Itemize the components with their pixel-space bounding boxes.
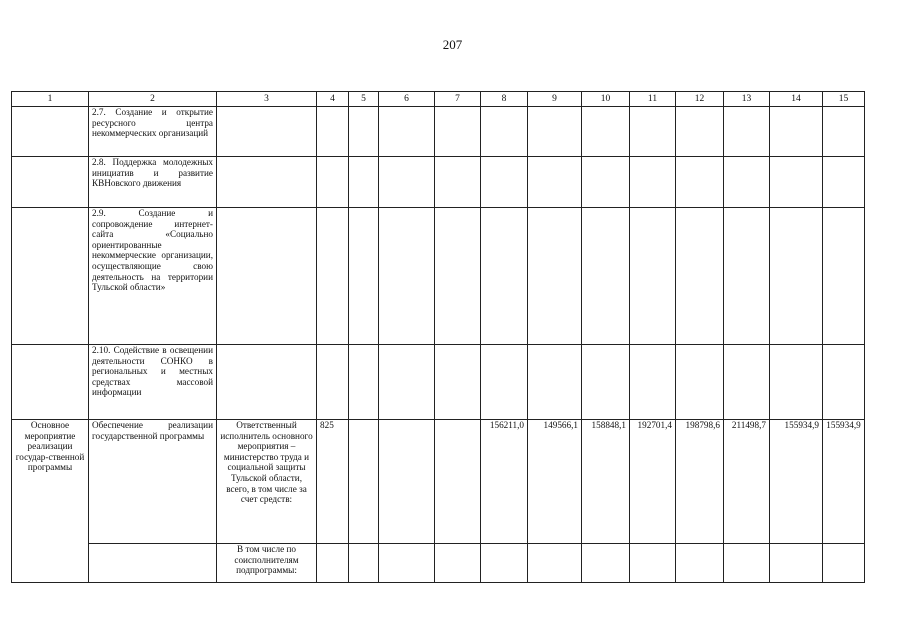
value-cell: 156211,0: [481, 420, 528, 544]
header-cell: 3: [217, 92, 317, 107]
main-event-label: Основное мероприятие реализации государ-ственной программы: [12, 420, 89, 583]
header-cell: 8: [481, 92, 528, 107]
value-cell: 158848,1: [582, 420, 630, 544]
value-cell: 211498,7: [724, 420, 770, 544]
header-cell: 12: [676, 92, 724, 107]
event-name: 2.10. Содействие в освещении деятельности СОНКО в региональных и местных средствах массовой информации: [89, 345, 217, 420]
budget-table: [11, 91, 865, 583]
header-cell: 2: [89, 92, 217, 107]
table-row: [12, 420, 865, 544]
value-cell: 198798,6: [676, 420, 724, 544]
header-cell: 13: [724, 92, 770, 107]
table-row: [12, 544, 865, 583]
table-row: [12, 345, 865, 420]
responsible-executor: В том числе по соисполнителям подпрограммы:: [217, 544, 317, 583]
header-cell: 14: [770, 92, 823, 107]
table-row: [12, 208, 865, 345]
event-name: 2.7. Создание и открытие ресурсного центра некоммерческих организаций: [89, 107, 217, 157]
event-name: 2.8. Поддержка молодежных инициатив и развитие КВНовского движения: [89, 157, 217, 208]
header-row: [12, 92, 865, 107]
header-cell: 5: [349, 92, 379, 107]
header-cell: 7: [435, 92, 481, 107]
header-cell: 9: [528, 92, 582, 107]
value-cell: 149566,1: [528, 420, 582, 544]
header-cell: 10: [582, 92, 630, 107]
event-name: 2.9. Создание и сопровождение интернет-сайта «Социально ориентированные некоммерческие организации, осуществляющие свою деятельность на территории Тульской области»: [89, 208, 217, 345]
header-cell: 15: [823, 92, 865, 107]
code-cell: 825: [317, 420, 349, 544]
event-name: Обеспечение реализации государственной программы: [89, 420, 217, 544]
value-cell: 192701,4: [630, 420, 676, 544]
value-cell: 155934,9: [823, 420, 865, 544]
responsible-executor: Ответственный исполнитель основного мероприятия – министерство труда и социальной защиты Тульской области, всего, в том числе за счет средств:: [217, 420, 317, 544]
table-row: [12, 107, 865, 157]
header-cell: 6: [379, 92, 435, 107]
header-cell: 11: [630, 92, 676, 107]
header-cell: 1: [12, 92, 89, 107]
table-row: [12, 157, 865, 208]
header-cell: 4: [317, 92, 349, 107]
value-cell: 155934,9: [770, 420, 823, 544]
page-number: 207: [442, 37, 463, 52]
